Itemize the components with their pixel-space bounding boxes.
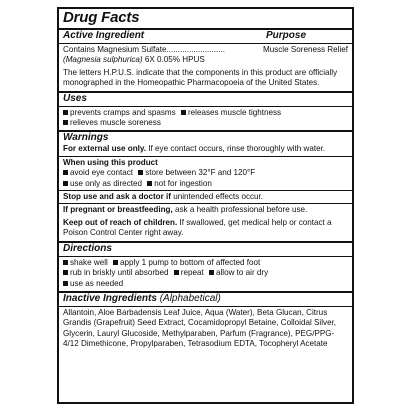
inactive-heading: Inactive Ingredients xyxy=(63,292,157,304)
divider xyxy=(59,156,352,157)
children-warning xyxy=(63,218,348,239)
divider xyxy=(59,190,352,191)
uses-item: releases muscle tightness xyxy=(187,107,282,117)
inactive-ingredients-text: Allantoin, Aloe Barbadensis Leaf Juice, Aqua (Water), Beta Glucan, Citrus Grandis (Grapefruit) Seed Extract, Cocamidopropyl Betaine, Colloidal Silver, Glycerin, Lauryl Glucoside, Methylparaben, Parfum (Fragrance), PEG/PPG-4/12 Dimethicone, Propylparaben, Tetrasodium EDTA, Tocopheryl Acetate xyxy=(63,307,337,349)
stop-use-line xyxy=(63,192,348,202)
pregnant-bold: If pregnant or breastfeeding, xyxy=(63,205,173,215)
pregnant-line xyxy=(63,205,348,215)
bullet-square-icon xyxy=(63,260,68,265)
when-using-item: avoid eye contact xyxy=(70,168,133,178)
directions-item: apply 1 pump to bottom of affected foot xyxy=(120,257,261,267)
warnings-heading: Warnings xyxy=(63,132,109,144)
bullet-square-icon xyxy=(63,270,68,275)
inactive-heading-suffix: (Alphabetical) xyxy=(156,292,221,304)
when-using-line-1 xyxy=(63,168,348,178)
bullet-square-icon xyxy=(63,281,68,286)
directions-item: use as needed xyxy=(70,278,124,288)
active-strength xyxy=(63,55,348,65)
divider xyxy=(59,203,352,204)
when-using-line-2 xyxy=(63,179,348,189)
external-use-text: If eye contact occurs, rinse thoroughly with water. xyxy=(146,144,326,154)
when-using-item: use only as directed xyxy=(70,178,142,188)
stop-use-text: unintended effects occur. xyxy=(170,192,264,202)
latin-name: (Magnesia sulphurica) xyxy=(63,55,143,65)
active-ingredient-heading: Active Ingredient xyxy=(63,30,145,41)
drug-facts-panel xyxy=(57,7,354,404)
inactive-heading-row xyxy=(63,293,348,305)
active-ingredient-row xyxy=(63,45,348,55)
bullet-square-icon xyxy=(63,120,68,125)
bullet-square-icon xyxy=(209,270,214,275)
directions-line-2 xyxy=(63,268,348,278)
pregnant-text: ask a health professional before use. xyxy=(172,205,308,215)
external-use-warning xyxy=(63,144,348,154)
divider xyxy=(59,256,352,257)
strength-text: 6X 0.05% HPUS xyxy=(142,55,205,65)
bullet-square-icon xyxy=(63,170,68,175)
divider xyxy=(59,43,352,44)
divider xyxy=(59,306,352,307)
directions-heading: Directions xyxy=(63,242,112,254)
when-using-heading: When using this product xyxy=(63,157,158,167)
uses-item: relieves muscle soreness xyxy=(70,118,161,128)
stop-use-bold: Stop use and ask a doctor if xyxy=(63,192,171,202)
uses-line-2 xyxy=(63,118,348,128)
bullet-square-icon xyxy=(63,181,68,186)
bullet-square-icon xyxy=(174,270,179,275)
drug-facts-title: Drug Facts xyxy=(63,9,140,26)
directions-line-3 xyxy=(63,279,348,289)
directions-line-1 xyxy=(63,258,348,268)
bullet-square-icon xyxy=(63,110,68,115)
when-using-item: not for ingestion xyxy=(154,178,212,188)
purpose-text: Muscle Soreness Relief xyxy=(262,45,348,54)
children-bold: Keep out of reach of children. xyxy=(63,217,178,227)
directions-item: allow to air dry xyxy=(215,268,269,278)
uses-line-1 xyxy=(63,108,348,118)
uses-heading: Uses xyxy=(63,92,87,104)
bullet-square-icon xyxy=(138,170,143,175)
bullet-square-icon xyxy=(147,181,152,186)
directions-item: shake well xyxy=(70,257,108,267)
bullet-square-icon xyxy=(113,260,118,265)
directions-item: repeat xyxy=(180,268,204,278)
active-ingredient-header xyxy=(63,30,348,42)
children-text: If swallowed, get medical help or contact a Poison Control Center right away. xyxy=(63,217,332,238)
uses-item: prevents cramps and spasms xyxy=(70,107,176,117)
divider xyxy=(59,106,352,107)
directions-item: rub in briskly until absorbed xyxy=(70,268,169,278)
purpose-heading: Purpose xyxy=(266,30,307,41)
external-use-bold: For external use only. xyxy=(63,144,147,154)
when-using-item: store between 32°F and 120°F xyxy=(145,168,256,178)
bullet-square-icon xyxy=(181,110,186,115)
active-ingredient-line: Contains Magnesium Sulfate.......................... xyxy=(63,45,225,54)
hpus-note: The letters H.P.U.S. indicate that the components in this product are officially monographed in the Homeopathic Pharmacopoeia of the United States. xyxy=(63,67,338,88)
